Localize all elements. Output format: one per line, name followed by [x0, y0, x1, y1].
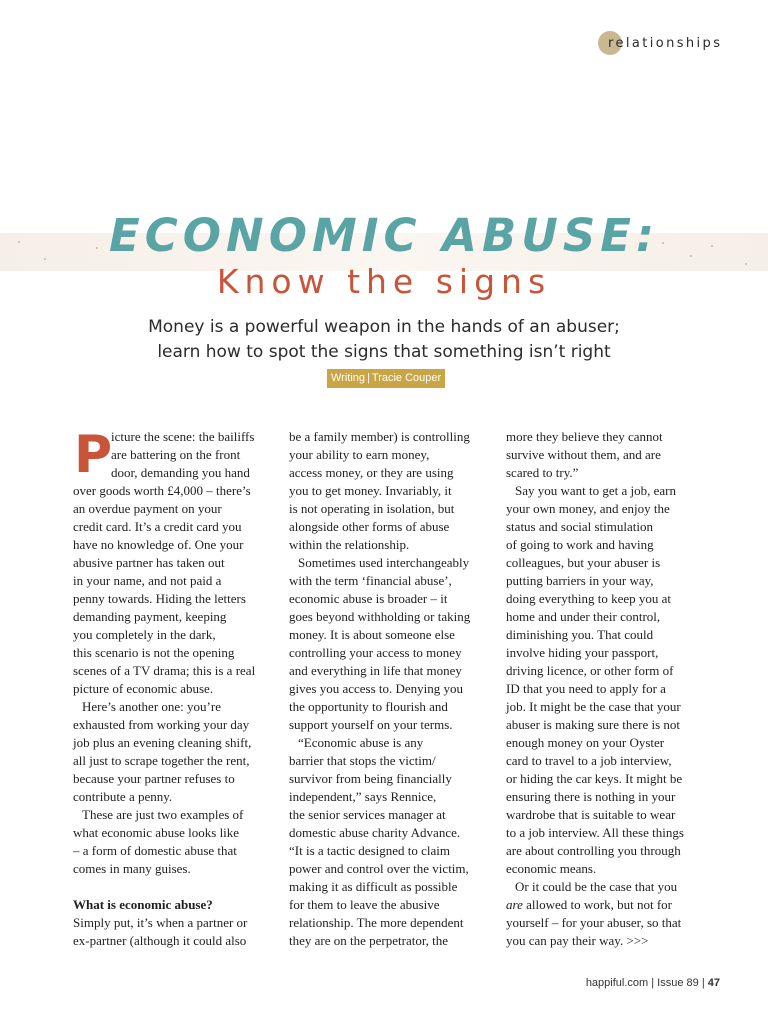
article-line: economic abuse is broader – it	[289, 591, 448, 606]
article-line: doing everything to keep you at	[506, 591, 671, 606]
article-line: Sometimes used interchangeably	[298, 555, 470, 570]
footer-separator: |	[701, 977, 705, 989]
article-line: or hiding the car keys. It might be	[506, 771, 683, 786]
article-line: all just to scrape together the rent,	[73, 753, 250, 768]
standfirst-line: Money is a powerful weapon in the hands of an abuser;	[148, 317, 620, 337]
page-number: 47	[707, 977, 720, 989]
article-line: they are on the perpetrator, the	[289, 933, 449, 948]
subhead: Know the signs	[216, 262, 552, 301]
article-line: are allowed to work, but not for	[506, 897, 672, 912]
article-line: power and control over the victim,	[289, 861, 469, 876]
article-line: yourself – for your abuser, so that	[506, 915, 682, 930]
article-line: with the term ‘financial abuse’,	[289, 573, 452, 588]
article-line: within the relationship.	[289, 537, 410, 552]
article-line: the opportunity to flourish and	[289, 699, 448, 714]
article-line: you completely in the dark,	[73, 627, 216, 642]
article-line: of going to work and having	[506, 537, 654, 552]
article-line: exhausted from working your day	[73, 717, 250, 732]
article-line: are battering on the front	[111, 447, 241, 462]
article-line: driving licence, or other form of	[506, 663, 674, 678]
article-line: this scenario is not the opening	[73, 645, 235, 660]
article-line	[73, 878, 273, 896]
article-line: comes in many guises.	[73, 861, 191, 876]
article-line: more they believe they cannot	[506, 429, 663, 444]
article-line: job. It might be the case that your	[506, 699, 681, 714]
article-line: your ability to earn money,	[289, 447, 430, 462]
article-line: have no knowledge of. One your	[73, 537, 244, 552]
article-line: job plus an evening cleaning shift,	[73, 735, 252, 750]
byline-separator: |	[367, 372, 370, 384]
article-column-1	[73, 425, 273, 950]
article-line: credit card. It’s a credit card you	[73, 519, 242, 534]
article-line: involve hiding your passport,	[506, 645, 659, 660]
headline: ECONOMIC ABUSE:	[109, 209, 659, 262]
article-line: What is economic abuse?	[73, 897, 213, 912]
article-line: scenes of a TV drama; this is a real	[73, 663, 256, 678]
article-line: “Economic abuse is any	[298, 735, 424, 750]
article-line: because your partner refuses to	[73, 771, 235, 786]
article-line: contribute a penny.	[73, 789, 173, 804]
article-line: penny towards. Hiding the letters	[73, 591, 246, 606]
article-line: ID that you need to apply for a	[506, 681, 666, 696]
article-line: ex-partner (although it could also	[73, 933, 247, 948]
byline-label: Writing	[331, 372, 366, 384]
article-line: survivor from being financially	[289, 771, 452, 786]
section-label: relationships	[608, 35, 723, 51]
article-line: door, demanding you hand	[111, 465, 250, 480]
article-line: in your name, and not paid a	[73, 573, 222, 588]
drop-cap: P	[74, 425, 113, 485]
byline	[327, 369, 445, 388]
standfirst	[120, 315, 648, 365]
article-line: your own money, and enjoy the	[506, 501, 670, 516]
article-line: These are just two examples of	[82, 807, 244, 822]
article-line: support yourself on your terms.	[289, 717, 453, 732]
article-line: money. It is about someone else	[289, 627, 455, 642]
article-line: relationship. The more dependent	[289, 915, 464, 930]
article-line: wardrobe that is suitable to wear	[506, 807, 676, 822]
article-line: status and social stimulation	[506, 519, 653, 534]
article-line: enough money on your Oyster	[506, 735, 665, 750]
article-line: scared to try.”	[506, 465, 579, 480]
article-line: Simply put, it’s when a partner or	[73, 915, 248, 930]
article-line: you to get money. Invariably, it	[289, 483, 452, 498]
article-column-2	[289, 428, 489, 950]
footer-separator: |	[651, 977, 655, 989]
article-line: picture of economic abuse.	[73, 681, 214, 696]
footer-issue: Issue 89	[657, 977, 699, 989]
article-line: demanding payment, keeping	[73, 609, 227, 624]
article-line: economic means.	[506, 861, 597, 876]
article-line: ensuring there is nothing in your	[506, 789, 676, 804]
article-line: for them to leave the abusive	[289, 897, 440, 912]
article-line: what economic abuse looks like	[73, 825, 240, 840]
article-line: making it as difficult as possible	[289, 879, 458, 894]
article-line: controlling your access to money	[289, 645, 462, 660]
article-line: are about controlling you through	[506, 843, 681, 858]
article-line: colleagues, but your abuser is	[506, 555, 661, 570]
article-line: gives you access to. Denying you	[289, 681, 464, 696]
article-line: be a family member) is controlling	[289, 429, 470, 444]
article-line: home and under their control,	[506, 609, 661, 624]
article-line: over goods worth £4,000 – there’s	[73, 483, 251, 498]
article-line: you can pay their way. >>>	[506, 933, 649, 948]
article-line: an overdue payment on your	[73, 501, 222, 516]
article-line: goes beyond withholding or taking	[289, 609, 471, 624]
article-line: putting barriers in your way,	[506, 573, 654, 588]
article-line: Or it could be the case that you	[515, 879, 678, 894]
footer-site: happiful.com	[585, 977, 649, 989]
article-line: card to travel to a job interview,	[506, 753, 672, 768]
article-line: is not operating in isolation, but	[289, 501, 455, 516]
article-line: diminishing you. That could	[506, 627, 654, 642]
byline-author: Tracie Couper	[371, 372, 442, 384]
article-line: abuser is making sure there is not	[506, 717, 681, 732]
section-tag	[598, 30, 723, 56]
article-column-3	[506, 428, 706, 950]
article-line: Say you want to get a job, earn	[515, 483, 677, 498]
article-line: survive without them, and are	[506, 447, 661, 462]
article-line: “It is a tactic designed to claim	[289, 843, 450, 858]
standfirst-line: learn how to spot the signs that something isn’t right	[157, 342, 611, 362]
article-line: to a job interview. All these things	[506, 825, 684, 840]
article-line: alongside other forms of abuse	[289, 519, 450, 534]
article-line: Here’s another one: you’re	[82, 699, 221, 714]
article-line: independent,” says Rennice,	[289, 789, 437, 804]
article-line: and everything in life that money	[289, 663, 462, 678]
article-line: barrier that stops the victim/	[289, 753, 436, 768]
article-line: access money, or they are using	[289, 465, 454, 480]
article-line: abusive partner has taken out	[73, 555, 225, 570]
article-line: – a form of domestic abuse that	[73, 843, 237, 858]
article-line: domestic abuse charity Advance.	[289, 825, 461, 840]
article-line: icture the scene: the bailiffs	[111, 429, 255, 444]
page-footer	[586, 977, 720, 989]
article-line: the senior services manager at	[289, 807, 446, 822]
